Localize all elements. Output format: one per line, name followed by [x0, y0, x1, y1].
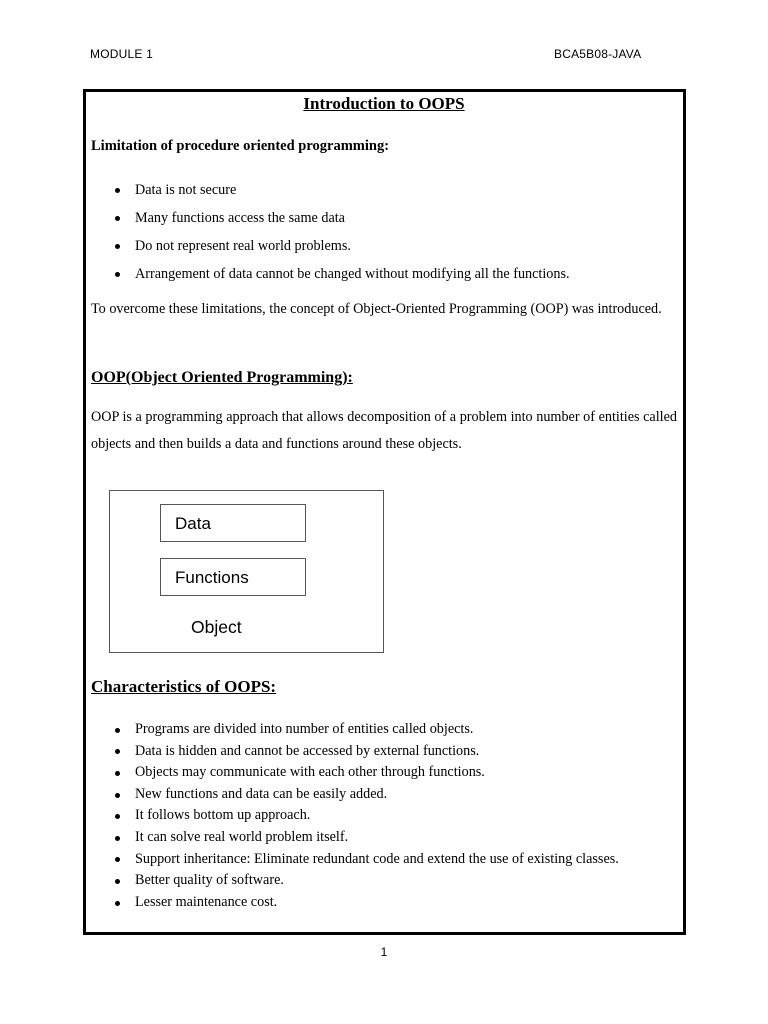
- list-item: It can solve real world problem itself.: [91, 827, 619, 849]
- list-item: Many functions access the same data: [91, 204, 570, 232]
- overcome-paragraph: To overcome these limitations, the concept of Object-Oriented Programming (OOP) was introduced.: [91, 301, 662, 317]
- list-item: Data is not secure: [91, 176, 570, 204]
- characteristics-heading: Characteristics of OOPS:: [91, 677, 277, 696]
- limitations-list: [91, 176, 570, 288]
- page-title: Introduction to OOPS: [303, 94, 465, 113]
- characteristics-list: [91, 719, 619, 913]
- list-item: New functions and data can be easily added.: [91, 784, 619, 806]
- list-item: Do not represent real world problems.: [91, 232, 570, 260]
- oop-heading: OOP(Object Oriented Programming):: [91, 369, 353, 386]
- limitations-heading: Limitation of procedure oriented programming:: [91, 138, 390, 154]
- oop-paragraph: OOP is a programming approach that allows decomposition of a problem into number of entities called objects and then builds a data and functions around these objects.: [91, 409, 677, 452]
- diagram-object-label: Object: [191, 617, 242, 637]
- list-item: Better quality of software.: [91, 870, 619, 892]
- diagram-functions-box: Functions: [160, 558, 306, 596]
- header-course-code: BCA5B08-JAVA: [554, 47, 642, 61]
- diagram-data-box: Data: [160, 504, 306, 542]
- list-item: Arrangement of data cannot be changed without modifying all the functions.: [91, 260, 570, 288]
- list-item: Lesser maintenance cost.: [91, 892, 619, 914]
- list-item: Data is hidden and cannot be accessed by external functions.: [91, 741, 619, 763]
- list-item: Programs are divided into number of entities called objects.: [91, 719, 619, 741]
- list-item: Objects may communicate with each other through functions.: [91, 762, 619, 784]
- list-item: It follows bottom up approach.: [91, 805, 619, 827]
- list-item: Support inheritance: Eliminate redundant code and extend the use of existing classes.: [91, 849, 619, 871]
- header-module: MODULE 1: [90, 47, 153, 61]
- page-number: 1: [380, 945, 388, 959]
